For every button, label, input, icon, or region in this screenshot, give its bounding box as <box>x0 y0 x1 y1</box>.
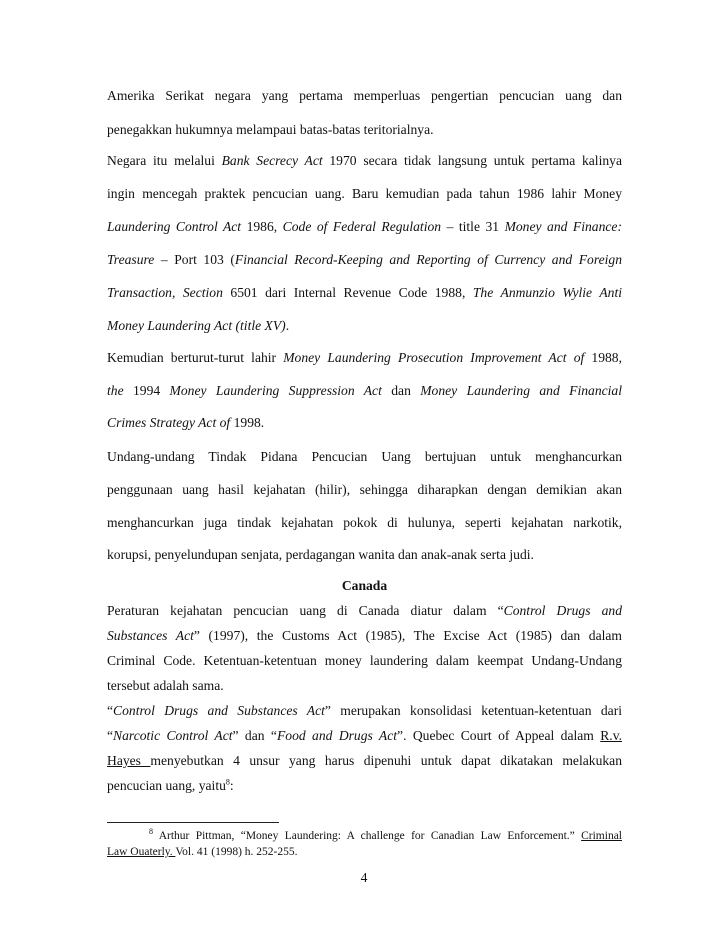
text-line <box>107 88 622 104</box>
italic-term: Money and Finance: <box>504 219 622 234</box>
journal-title: Law Ouaterly. <box>107 846 176 858</box>
text-span: Peraturan kejahatan pencucian uang di Canada diatur dalam “ <box>107 603 504 618</box>
text-line <box>107 515 622 531</box>
italic-term: Money Laundering Prosecution Improvement Act of <box>283 350 585 365</box>
text-span: Negara itu melalui <box>107 153 222 168</box>
text-line <box>107 628 622 644</box>
text-line <box>107 383 622 399</box>
footnote-marker: 8 <box>149 827 153 837</box>
case-citation: Hayes <box>107 753 151 768</box>
text-line <box>107 482 622 498</box>
italic-term: Transaction, Section <box>107 285 223 300</box>
text-line <box>107 547 622 563</box>
italic-term: Financial Record-Keeping and Reporting of Currency and Foreign <box>234 252 623 267</box>
text-span: dan <box>381 383 421 398</box>
text-line <box>107 186 622 202</box>
text-span: 1988, <box>584 350 623 365</box>
text-line <box>107 415 622 431</box>
text-line <box>107 122 622 138</box>
text-span: ”. Quebec Court of Appeal dalam <box>397 728 601 743</box>
footnote-reference: 8 <box>225 777 230 787</box>
text-span: Criminal Code. Ketentuan-ketentuan money laundering dalam keempat Undang-Undang <box>107 653 622 668</box>
italic-term: Control Drugs and Substances Act <box>113 703 325 718</box>
italic-term: The Anmunzio Wylie Anti <box>472 285 622 300</box>
footnote-line <box>107 829 622 843</box>
text-line <box>107 350 622 366</box>
text-span: ” merupakan konsolidasi ketentuan-ketentuan dari <box>324 703 622 718</box>
text-span: – Port 103 ( <box>154 252 235 267</box>
text-span: “ <box>107 728 114 743</box>
page-number: 4 <box>360 870 368 885</box>
text-line <box>107 703 622 719</box>
text-span: : <box>229 778 234 793</box>
text-span: ingin mencegah praktek pencucian uang. Baru kemudian pada tahun 1986 lahir Money <box>107 186 622 201</box>
text-span: . <box>285 318 290 333</box>
italic-term: Control Drugs and <box>503 603 622 618</box>
text-line <box>107 285 622 301</box>
italic-term: Money Laundering Act (title XV) <box>107 318 286 333</box>
text-line <box>107 153 622 169</box>
text-line <box>107 753 622 769</box>
text-span: 1986, <box>241 219 283 234</box>
text-line <box>107 603 622 619</box>
text-span: penegakkan hukumnya melampaui batas-batas teritorialnya. <box>107 122 434 137</box>
text-span: menghancurkan juga tindak kejahatan pokok di hulunya, seperti kejahatan narkotik, <box>107 515 622 530</box>
text-span: korupsi, penyelundupan senjata, perdagangan wanita dan anak-anak serta judi. <box>107 547 534 562</box>
text-line <box>107 449 622 465</box>
text-span: 1998. <box>230 415 265 430</box>
case-citation: R.v. <box>600 728 623 743</box>
text-line <box>107 778 622 794</box>
italic-term: Food and Drugs Act <box>276 728 398 743</box>
text-line <box>107 728 622 744</box>
text-span: 6501 dari Internal Revenue Code 1988, <box>222 285 473 300</box>
text-span: ” dan “ <box>232 728 277 743</box>
footnote-text: Arthur Pittman, “Money Laundering: A challenge for Canadian Law Enforcement.” <box>153 830 582 842</box>
text-span: menyebutkan 4 unsur yang harus dipenuhi untuk dapat dikatakan melakukan <box>150 753 622 768</box>
text-span: “ <box>107 703 114 718</box>
italic-term: Bank Secrecy Act <box>221 153 323 168</box>
text-span: ” (1997), the Customs Act (1985), The Excise Act (1985) dan dalam <box>193 628 622 643</box>
italic-term: Crimes Strategy Act of <box>107 415 231 430</box>
italic-term: Money Laundering Suppression Act <box>169 383 382 398</box>
italic-term: Substances Act <box>107 628 194 643</box>
text-span: 1970 secara tidak langsung untuk pertama kalinya <box>322 153 622 168</box>
text-span: tersebut adalah sama. <box>107 678 224 693</box>
italic-term: Code of Federal Regulation <box>282 219 442 234</box>
text-line <box>107 219 622 235</box>
text-line <box>107 252 622 268</box>
text-span: – title 31 <box>441 219 505 234</box>
footnote-line <box>107 845 622 859</box>
text-span: Undang-undang Tindak Pidana Pencucian Uang bertujuan untuk menghancurkan <box>107 449 622 464</box>
text-line <box>107 653 622 669</box>
text-span: Amerika Serikat negara yang pertama memperluas pengertian pencucian uang dan <box>107 88 622 103</box>
text-span: pencucian uang, yaitu <box>107 778 226 793</box>
text-span: penggunaan uang hasil kejahatan (hilir), sehingga diharapkan dengan demikian akan <box>107 482 622 497</box>
journal-title: Criminal <box>581 830 622 842</box>
section-heading: Canada <box>341 578 388 593</box>
italic-term: Money Laundering and Financial <box>420 383 622 398</box>
text-line <box>107 678 622 694</box>
text-line <box>107 318 622 334</box>
italic-term: Narcotic Control Act <box>113 728 233 743</box>
italic-term: Treasure <box>107 252 155 267</box>
footnote-separator <box>107 822 279 823</box>
italic-term: the <box>107 383 124 398</box>
italic-term: Laundering Control Act <box>107 219 242 234</box>
footnote-text: Vol. 41 (1998) h. 252-255. <box>175 846 298 858</box>
text-span: Kemudian berturut-turut lahir <box>107 350 284 365</box>
text-span: 1994 <box>123 383 170 398</box>
